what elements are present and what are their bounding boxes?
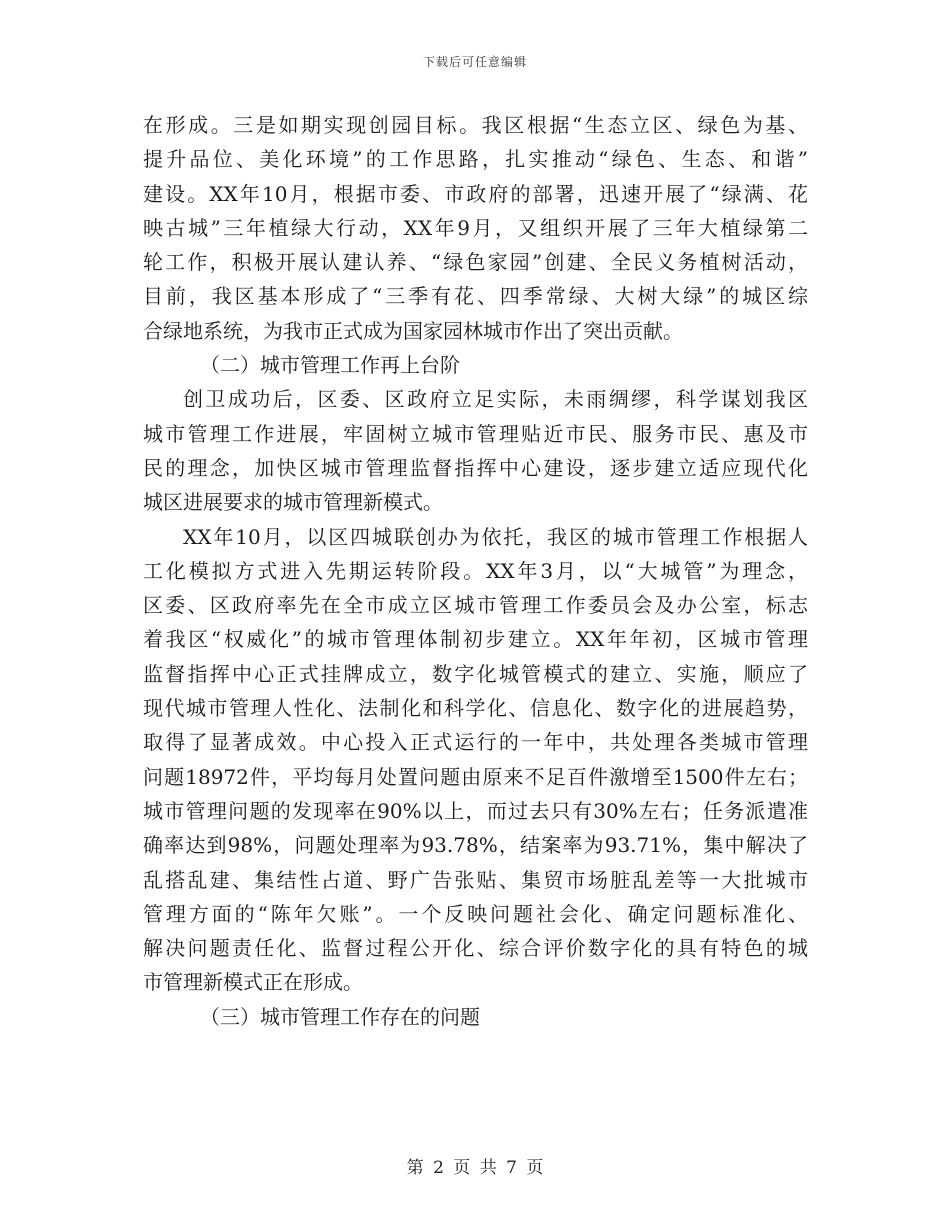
text-line: 映古城”三年植绿大行动，XX年9月，又组织开展了三年大植绿第二 [143,215,808,240]
text-line: 问题18972件，平均每月处置问题由原来不足百件激增至1500件左右； [143,764,808,789]
text-line: 管理方面的“陈年欠账”。一个反映问题社会化、确定问题标准化、 [143,901,808,926]
text-line: 确率达到98%，问题处理率为93.78%，结案率为93.71%，集中解决了 [143,833,808,858]
text-line: XX年10月，以区四城联创办为依托，我区的城市管理工作根据人 [183,524,808,549]
text-line: 在形成。三是如期实现创园目标。我区根据“生态立区、绿色为基、 [143,113,808,137]
text-line: 着我区“权威化”的城市管理体制初步建立。XX年年初，区城市管理 [143,627,808,652]
text-line: 建设。XX年10月，根据市委、市政府的部署，迅速开展了“绿满、花 [143,181,808,206]
section-heading: （二）城市管理工作再上台阶 [200,353,460,378]
text-line: 合绿地系统，为我市正式成为国家园林城市作出了突出贡献。 [143,318,683,343]
text-line: 解决问题责任化、监督过程公开化、综合评价数字化的具有特色的城 [143,936,808,961]
text-line: 提升品位、美化环境”的工作思路，扎实推动“绿色、生态、和谐” [143,147,808,172]
text-line: 创卫成功后，区委、区政府立足实际，未雨绸缪，科学谋划我区 [183,387,808,412]
page-number: 第 2 页 共 7 页 [406,1158,544,1178]
text-line: 乱搭乱建、集结性占道、野广告张贴、集贸市场脏乱差等一大批城市 [143,867,808,892]
text-line: 市管理新模式正在形成。 [143,970,363,995]
text-line: 民的理念，加快区城市管理监督指挥中心建设，逐步建立适应现代化 [143,455,808,480]
document-body [143,108,808,1034]
text-line: 轮工作，积极开展认建认养、“绿色家园”创建、全民义务植树活动， [143,250,808,275]
text-line: 城市管理问题的发现率在90%以上，而过去只有30%左右；任务派遣准 [143,798,808,823]
text-line: 区委、区政府率先在全市成立区城市管理工作委员会及办公室，标志 [143,593,808,618]
text-line: 监督指挥中心正式挂牌成立，数字化城管模式的建立、实施，顺应了 [143,661,808,686]
page-header: 下载后可任意编辑 [422,55,527,69]
section-heading: （三）城市管理工作存在的问题 [200,1004,480,1029]
text-line: 目前，我区基本形成了“三季有花、四季常绿、大树大绿”的城区综 [143,284,808,309]
text-line: 取得了显著成效。中心投入正式运行的一年中，共处理各类城市管理 [143,730,808,755]
text-line: 现代城市管理人性化、法制化和科学化、信息化、数字化的进展趋势， [143,696,808,721]
text-line: 城区进展要求的城市管理新模式。 [143,490,443,515]
text-line: 城市管理工作进展，牢固树立城市管理贴近市民、服务市民、惠及市 [143,421,808,446]
text-line: 工化模拟方式进入先期运转阶段。XX年3月，以“大城管”为理念， [143,558,808,583]
